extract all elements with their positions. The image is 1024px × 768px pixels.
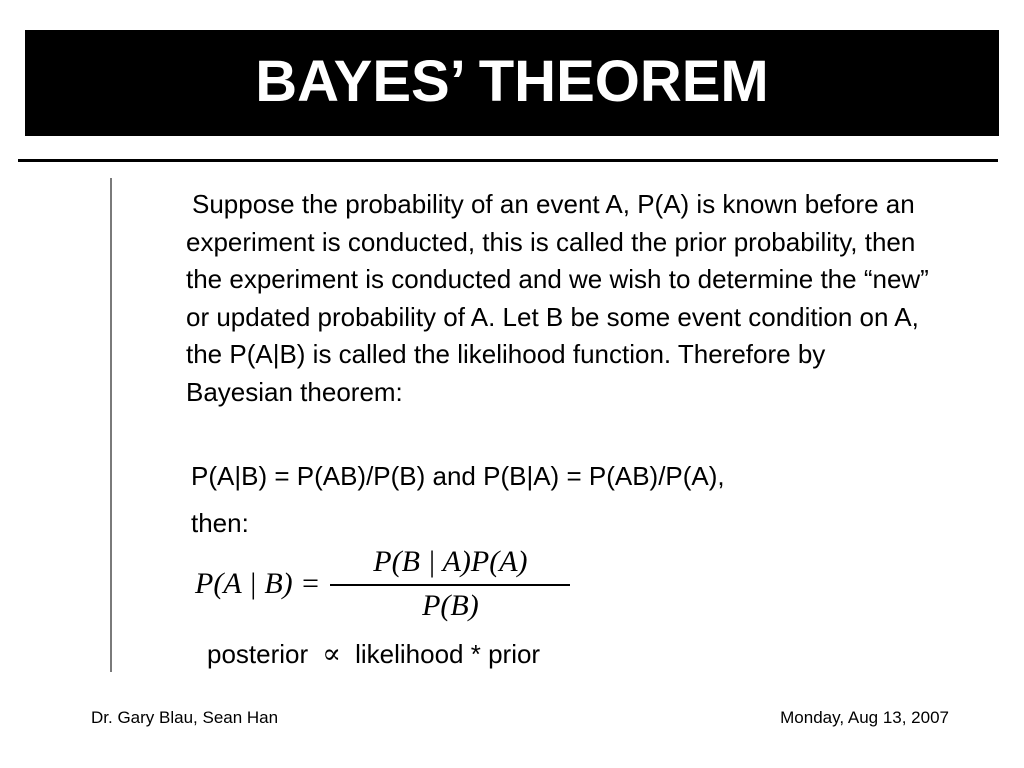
footer-date: Monday, Aug 13, 2007 <box>780 708 949 727</box>
title-bar <box>25 30 999 136</box>
body-paragraph: Suppose the probability of an event A, P(A) is known before an experiment is conducted, this is called the prior probability, then the experiment is conducted and we wish to determine the “new” or updated probability of A. Let B be some event condition on A, the P(A|B) is called the likelihood function. Therefore by Bayesian theorem: <box>186 189 929 407</box>
title-divider <box>18 159 998 162</box>
proportionality-statement <box>207 639 540 669</box>
conditional-equations: P(A|B) = P(AB)/P(B) and P(B|A) = P(AB)/P(A), <box>191 461 725 491</box>
likelihood-prior-label: likelihood * prior <box>355 639 541 669</box>
bayes-formula <box>195 540 570 628</box>
formula-lhs: P(A | B) = <box>195 567 321 600</box>
posterior-label: posterior <box>207 639 309 669</box>
formula-denominator: P(B) <box>422 588 479 622</box>
side-divider <box>110 178 112 672</box>
footer-authors: Dr. Gary Blau, Sean Han <box>91 708 279 727</box>
proportional-to-icon: ∝ <box>322 637 342 670</box>
slide-title: BAYES’ THEOREM <box>255 49 769 114</box>
then-label: then: <box>191 508 249 538</box>
formula-fraction <box>330 546 570 622</box>
formula-numerator: P(B | A)P(A) <box>373 545 528 579</box>
